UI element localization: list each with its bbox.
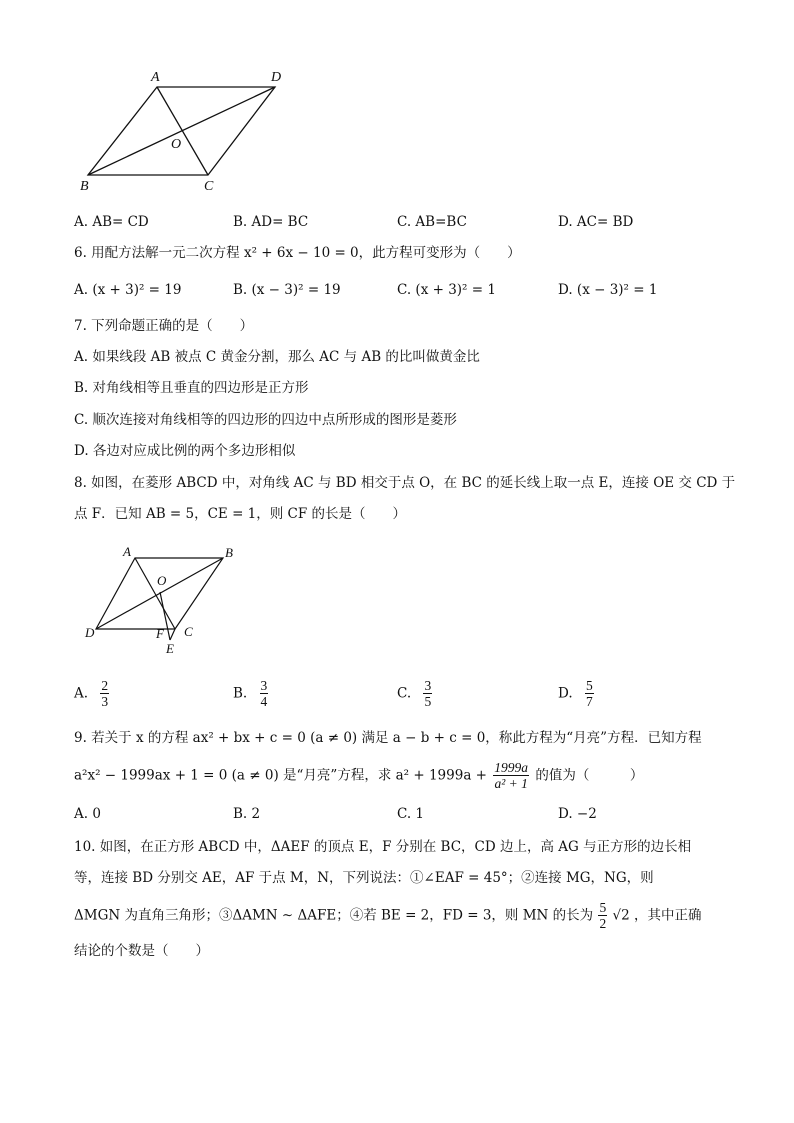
q9-option-c: C. 1	[397, 806, 425, 822]
q10-line3-pre: ΔMGN 为直角三角形；③ΔAMN ∼ ΔAFE；④若 BE = 2，FD = 3，则 MN 的长为	[74, 907, 594, 924]
q8-diagonal-ac	[135, 558, 175, 629]
q8-option-c-numerator: 3	[424, 678, 432, 693]
q5-option-d: D. AC= BD	[558, 214, 634, 230]
q10-line3	[74, 900, 702, 931]
q7-option-d: D. 各边对应成比例的两个多边形相似	[74, 443, 296, 459]
q9-stem-line2-post: 的值为（ ）	[535, 767, 644, 784]
q8-option-d-fraction	[585, 678, 594, 709]
q7-option-b: B. 对角线相等且垂直的四边形是正方形	[74, 380, 309, 396]
q5-diagonal-bd	[88, 87, 275, 175]
q7-option-a: A. 如果线段 AB 被点 C 黄金分割，那么 AC 与 AB 的比叫做黄金比	[74, 349, 480, 365]
q6-option-b: B. (x − 3)² = 19	[233, 282, 341, 298]
q5-option-b: B. AD= BC	[233, 214, 309, 230]
q9-fraction	[493, 760, 529, 791]
q5-label-a: A	[151, 70, 160, 85]
q6-option-c: C. (x + 3)² = 1	[397, 282, 496, 298]
q8-option-c-letter: C.	[397, 685, 412, 702]
q8-option-b-denominator: 4	[260, 694, 268, 709]
q10-fraction-denominator: 2	[599, 916, 607, 931]
q8-option-a-letter: A.	[74, 685, 89, 702]
q8-option-b-letter: B.	[233, 685, 248, 702]
q10-fraction	[598, 900, 607, 931]
q8-label-b: B	[225, 545, 233, 560]
q8-option-a-numerator: 2	[101, 678, 109, 693]
q5-label-b: B	[80, 179, 89, 194]
q8-label-e: E	[166, 641, 174, 656]
q7-stem: 7. 下列命题正确的是（ ）	[74, 318, 254, 334]
q7-option-c: C. 顺次连接对角线相等的四边形的四边中点所形成的图形是菱形	[74, 412, 457, 428]
q8-option-c-fraction	[423, 678, 432, 709]
q8-option-a-fraction	[100, 678, 109, 709]
q8-option-b-fraction	[260, 678, 269, 709]
q10-line2: 等，连接 BD 分别交 AE，AF 于点 M，N，下列说法：①∠EAF = 45°；②连接 MG，NG，则	[74, 870, 654, 886]
q10-line3-post: ，其中正确	[634, 907, 702, 924]
q8-option-c	[397, 678, 432, 709]
q5-option-c: C. AB=BC	[397, 214, 467, 230]
q8-label-a: A	[123, 544, 131, 559]
q10-line4: 结论的个数是（ ）	[74, 943, 209, 959]
q8-option-c-denominator: 5	[424, 694, 432, 709]
q6-option-d: D. (x − 3)² = 1	[558, 282, 658, 298]
q8-option-b	[233, 678, 268, 709]
q8-figure	[80, 540, 250, 660]
q9-stem-line1: 9. 若关于 x 的方程 ax² + bx + c = 0 (a ≠ 0) 满足 a − b + c = 0，称此方程为“月亮”方程．已知方程	[74, 730, 702, 746]
q9-fraction-numerator: 1999a	[494, 760, 529, 775]
q8-label-f: F	[156, 626, 164, 641]
q8-label-o: O	[157, 573, 167, 588]
q8-option-a	[74, 678, 109, 709]
q5-figure	[70, 62, 300, 197]
q8-option-d	[558, 678, 594, 709]
q8-option-d-denominator: 7	[585, 694, 593, 709]
q9-option-d: D. −2	[558, 806, 597, 822]
q10-root: √2	[612, 907, 630, 924]
q9-option-b: B. 2	[233, 806, 261, 822]
q10-line1: 10. 如图，在正方形 ABCD 中，ΔAEF 的顶点 E，F 分别在 BC，CD 边上，高 AG 与正方形的边长相	[74, 839, 692, 855]
q9-option-a: A. 0	[74, 806, 101, 822]
q5-label-d: D	[271, 70, 282, 85]
q6-option-a: A. (x + 3)² = 19	[74, 282, 182, 298]
q8-stem-line2: 点 F．已知 AB = 5，CE = 1，则 CF 的长是（ ）	[74, 506, 407, 522]
q8-option-b-numerator: 3	[260, 678, 268, 693]
q8-stem-line1: 8. 如图，在菱形 ABCD 中，对角线 AC 与 BD 相交于点 O，在 BC 的延长线上取一点 E，连接 OE 交 CD 于	[74, 475, 736, 491]
q8-label-c: C	[184, 624, 193, 639]
q5-option-a: A. AB= CD	[74, 214, 149, 230]
q9-stem-line2	[74, 760, 643, 791]
q8-option-d-letter: D.	[558, 685, 573, 702]
q9-stem-line2-pre: a²x² − 1999ax + 1 = 0 (a ≠ 0) 是“月亮”方程，求 a² + 1999a +	[74, 767, 487, 784]
q8-segment-ce	[170, 629, 175, 640]
q5-label-c: C	[204, 179, 214, 194]
q10-fraction-numerator: 5	[599, 900, 607, 915]
q8-option-d-numerator: 5	[585, 678, 593, 693]
q9-fraction-denominator: a² + 1	[494, 776, 528, 791]
q5-label-o: O	[171, 137, 182, 152]
q8-label-d: D	[85, 625, 95, 640]
q6-stem: 6. 用配方法解一元二次方程 x² + 6x − 10 = 0，此方程可变形为（ ）	[74, 245, 521, 261]
q8-option-a-denominator: 3	[101, 694, 109, 709]
